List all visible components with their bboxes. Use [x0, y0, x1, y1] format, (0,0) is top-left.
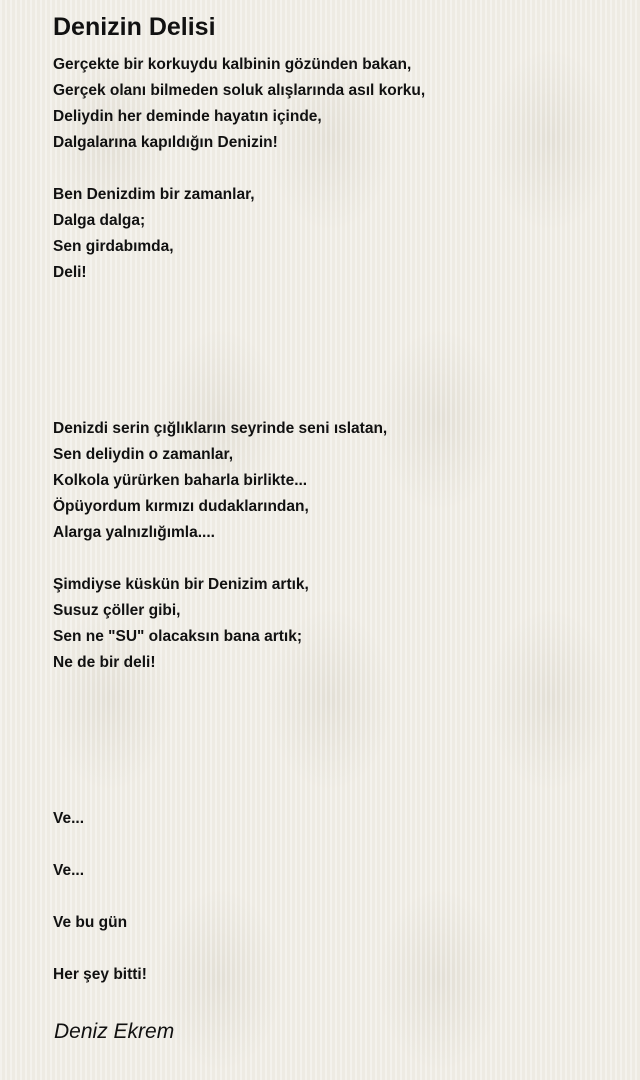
poem-line: Denizdi serin çığlıkların seyrinde seni ıslatan,	[53, 420, 388, 437]
poem-line: Deliydin her deminde hayatın içinde,	[53, 108, 322, 125]
stanza-8	[53, 962, 425, 988]
poem-line: Ve bu gün	[53, 914, 128, 931]
poem-line: Susuz çöller gibi,	[53, 602, 181, 619]
poem-line: Sen ne "SU" olacaksın bana artık;	[53, 628, 303, 645]
poem-line: Her şey bitti!	[53, 966, 147, 983]
poem-line: Kolkola yürürken baharla birlikte...	[53, 472, 308, 489]
poem-line: Ve...	[53, 862, 85, 879]
stanza-7	[53, 910, 425, 936]
stanza-6	[53, 858, 425, 884]
poem-title: Denizin Delisi	[53, 13, 216, 41]
poem-line: Ben Denizdim bir zamanlar,	[53, 186, 255, 203]
stanza-spacer	[53, 156, 425, 182]
stanza-spacer	[53, 286, 425, 416]
stanza-spacer	[53, 884, 425, 910]
poem-line: Şimdiyse küskün bir Denizim artık,	[53, 576, 309, 593]
poem-body	[53, 52, 425, 988]
stanza-spacer	[53, 546, 425, 572]
poem-line: Öpüyordum kırmızı dudaklarından,	[53, 498, 309, 515]
poem-line: Sen girdabımda,	[53, 238, 174, 255]
poem-line: Ne de bir deli!	[53, 654, 156, 671]
stanza-4	[53, 572, 425, 676]
stanza-spacer	[53, 832, 425, 858]
stanza-1	[53, 52, 425, 156]
poem-line: Deli!	[53, 264, 87, 281]
stanza-spacer	[53, 676, 425, 806]
poem-author: Deniz Ekrem	[54, 1020, 175, 1043]
poem-line: Sen deliydin o zamanlar,	[53, 446, 234, 463]
poem-line: Ve...	[53, 810, 85, 827]
poem-line: Dalgalarına kapıldığın Denizin!	[53, 134, 278, 151]
poem-line: Alarga yalnızlığımla....	[53, 524, 215, 541]
poem-line: Gerçek olanı bilmeden soluk alışlarında asıl korku,	[53, 82, 426, 99]
poem-line: Dalga dalga;	[53, 212, 146, 229]
stanza-spacer	[53, 936, 425, 962]
poem-line: Gerçekte bir korkuydu kalbinin gözünden bakan,	[53, 56, 412, 73]
stanza-5	[53, 806, 425, 832]
stanza-3	[53, 416, 425, 546]
stanza-2	[53, 182, 425, 286]
